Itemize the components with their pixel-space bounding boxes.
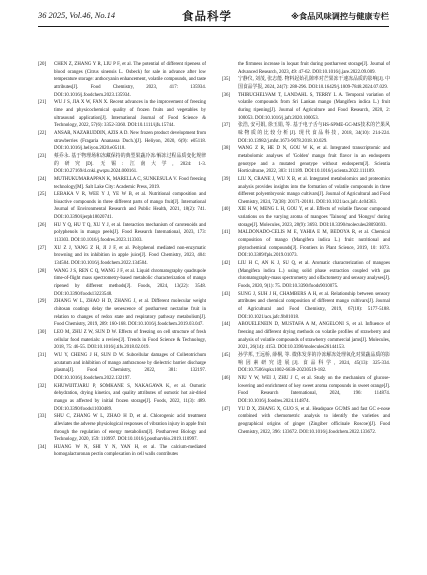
reference-number: [36] xyxy=(222,92,231,98)
reference-text: WANG Z R, HE D N, GOU W K, et al. Integrated transcriptomic and metabolomic analyses of 'Golden' mango fruit flavor in an endosperm genotype and a mutated genotype without endosperm[J]. Scientia Horticulturae, 2022, 303: 111189. DOI:10.1016/j.scienta.2022.111189. xyxy=(238,146,390,175)
reference-text: 蔡乔永. 基于物理场和冻藏保持的典型果蔬冷冻/解冻过程品质变化规律的研究[D]. 无锡: 江南大学, 2024: 1-3. DOI:10.27169/d.cnki.gwqzu.2024.000161. xyxy=(54,153,206,175)
reference-text: LIU H C, AN K J, SU Q, et al. Aromatic characterization of mangoes (Mangifera indica L.) using solid phase extraction coupled with gas chromatography-mass spectrometry and olfactometry and sensory analyses[J]. Foods, 2020, 9(1): 75. DOI:10.3390/foods9010075. xyxy=(238,261,390,290)
reference-text: 张浩, 安可娟, 徐玉娟, 等. 基于电子舌与HS-SPME-GC-MS技术的芒果风味物质的比较分析[J]. 现代食品科技, 2018, 34(10): 214-224. DOI:10.13982/j.mfst.1673-9078.2018.10.029. xyxy=(238,123,390,144)
journal-logo: 食品科学 xyxy=(182,9,232,23)
reference-text: NIU Y W, WEI J, ZHU J C, et al. Study on the mechanism of glucose-lowering and enrichment of key sweet aroma compounds in sweet orange[J]. Food Research International, 2024, 196: 114874. DOI:10.1016/j.foodres.2024.114874. xyxy=(238,375,390,404)
reference-text: LEO M, ZHU Z W, SUN D W. Effects of freezing on cell structure of fresh cellular food materials: a review[J]. Trends in Food Science & Technology, 2018, 75: 46-55. DOI:10.1016/j.tifs.2018.02.019. xyxy=(54,329,206,351)
reference-entry xyxy=(38,176,206,191)
reference-number: [20] xyxy=(38,62,47,67)
reference-number: [31] xyxy=(38,352,47,358)
reference-number: [38] xyxy=(222,146,231,152)
reference-entry xyxy=(222,61,390,76)
reference-entry xyxy=(222,145,390,176)
reference-entry xyxy=(222,76,390,91)
reference-text: LIU X, CRANE J, WU X B, et al. Integrated metabolomics and proteomics analysis provides insights into the formation of volatile compounds in three different polyembryonic mango cultivars[J]. Journal of Agricultural and Food Chemistry, 2024, 72(38): 20171-20181. DOI:10.1021/acs.jafc.4c04363. xyxy=(238,176,390,205)
page-number-volume: 36 2025, Vol.46, No.14 xyxy=(38,11,116,20)
reference-entry xyxy=(38,413,206,444)
reference-entry xyxy=(222,375,390,406)
reference-number: [39] xyxy=(222,176,231,182)
reference-text: MALDONADO-CELIS M E, YAHIA E M, BEDOYA R, et al. Chemical composition of mango (Mangifera indica L.) fruit: nutritional and phytochemical compounds[J]. Frontiers in Plant Science, 2019, 10: 1073. DOI:10.3389/fpls.2019.01073. xyxy=(238,230,390,259)
reference-number: [32] xyxy=(38,383,47,389)
reference-entry xyxy=(38,444,206,459)
reference-text: ZHANG W L, ZHAO H D, ZHANG J, et al. Different molecular weight chitosan coatings delay the senescence of postharvest nectarine fruit in relation to changes of redox state and respiratory pathway metabolism[J]. Food Chemistry, 2019, 289: 160-168. DOI:10.1016/j.foodchem.2019.03.047. xyxy=(54,299,206,328)
reference-text: SUNG J, SUH J H, CHAMBERS A H, et al. Relationship between sensory attributes and chemical composition of different mango cultivars[J]. Journal of Agricultural and Food Chemistry, 2019, 67(18): 5177-5188. DOI:10.1021/acs.jafc.9b01018. xyxy=(238,291,390,320)
reference-entry xyxy=(222,206,390,229)
reference-number: [25] xyxy=(38,192,47,198)
reference-entry xyxy=(38,245,206,268)
reference-entry xyxy=(38,268,206,299)
reference-number: [43] xyxy=(222,291,231,297)
reference-number: [41] xyxy=(222,230,231,236)
reference-text: YU D X, ZHANG X, GUO S, et al. Headspace GC/MS and fast GC e-nose combined with chemometric analysis to identify the varieties and geographical origins of ginger (Zingiber officinale Roscoe)[J]. Food Chemistry, 2022, 396: 133672. DOI:10.1016/j.foodchem.2022.133672. xyxy=(238,406,390,435)
reference-entry xyxy=(222,260,390,291)
reference-number: [27] xyxy=(38,245,47,251)
reference-text: WANG J S, REN C Q, WANG J F, et al. Liquid chromatography quadrupole time-of-flight mass spectrometry-based metabolic characterization of mango ripened by different methods[J]. Foods, 2024, 13(22): 3548. DOI:10.3390/foods13223548. xyxy=(54,268,206,297)
reference-entry xyxy=(38,383,206,414)
reference-text: THIRUCHELVAM T, LANDAHL S, TERRY L A. Temporal variation of volatile compounds from Sri Lankan mango (Mangifera indica L.) fruit during ripening[J]. Journal of Agriculture and Food Research, 2020, 2: 100053. DOI:10.1016/j.jafr.2020.100053. xyxy=(238,92,390,121)
reference-number: [44] xyxy=(222,322,231,328)
reference-entry xyxy=(38,99,206,130)
reference-entry xyxy=(222,352,390,375)
reference-text: 宁静仪, 刘茂, 张志能. 物料起始孔隙率对芒果冻干速冻品质的影响[J]. 中国食品学报, 2024, 24(7): 288-296. DOI:10.16429/j.1009-7848.2024.07.029. xyxy=(238,77,390,90)
references-right-column xyxy=(222,61,390,436)
reference-text: 孙学邦, 王远桥, 薛桐, 等. 微体发芽的冷冻解冻处理氧化对果蔬品质的影响因素研究进展[J]. 食品科学, 2024, 45(13): 325-334. DOI:10.7506/spkx1002-6630-20230519-182. xyxy=(238,352,390,374)
reference-entry xyxy=(38,352,206,383)
reference-text: MUTHUKUMARAPPAN K, MARELLA C, SUNKESULA V. Food freezing technology[M]. Salt Lake City: Academic Press, 2019. xyxy=(54,176,206,190)
section-title: ※食品风味调控与健康专栏 xyxy=(290,11,389,21)
reference-text: WU J S, JIA X W, FAN X. Recent advances in the improvement of freezing time and physicochemical quality of frozen fruits and vegetables by ultrasound application[J]. International Journal of Food Science & Technology, 2022, 57(6): 3352-3360. DOI:10.1111/ijfs.15744. xyxy=(54,100,206,129)
reference-entry xyxy=(222,229,390,260)
reference-number: [22] xyxy=(38,130,47,136)
reference-number: [29] xyxy=(38,299,47,305)
reference-text: HUANG W N, SHI Y N, YAN H, et al. The calcium-mediated homogalacturonan pectin complexation in cell walls contributes xyxy=(54,444,206,458)
reference-number: [28] xyxy=(38,268,47,274)
reference-entry xyxy=(222,321,390,352)
reference-text: KHUWIJITJARU P, SOMKANE S, NAKAGAWA K, et al. Osmotic dehydration, drying kinetics, and quality attributes of osmotic hot air-dried mango as affected by initial frozen storage[J]. Foods, 2022, 11(3): 489. DOI:10.3390/foods11030489. xyxy=(54,383,206,412)
reference-entry xyxy=(222,122,390,145)
reference-number: [34] xyxy=(38,444,47,450)
reference-text: SHU C, ZHANG W L, ZHAO H D, et al. Chlorogenic acid treatment alleviates the adverse physiological responses of vibration injury in apple fruit through the regulation of energy metabolism[J]. Postharvest Biology and Technology, 2020, 159: 110997. DOI:10.1016/j.postharvbio.2019.110997. xyxy=(54,414,206,443)
reference-entry xyxy=(38,153,206,176)
reference-entry xyxy=(38,222,206,245)
reference-entry xyxy=(38,130,206,153)
reference-text: LEBAKA V R, WEE Y J, YE W B, et al. Nutritional composition and bioactive compounds in three different parts of mango fruit[J]. International Journal of Environmental Research and Public Health, 2021, 18(2): 741. DOI:10.3390/ijerph18020741. xyxy=(54,192,206,221)
reference-entry xyxy=(38,61,206,99)
reference-number: [37] xyxy=(222,123,231,129)
reference-entry xyxy=(38,191,206,222)
reference-entry xyxy=(222,291,390,322)
reference-number: [40] xyxy=(222,207,231,213)
reference-number: [42] xyxy=(222,261,231,267)
reference-number: [45] xyxy=(222,352,231,358)
reference-text: CHEN Z, ZHANG Y R, LIU P F, et al. The potential of different ripeness of blood oranges (Citrus sinensis L. Osbeck) for sale in advance after low temperature storage: anthocyanin enhancement, volatile compounds, and taste attributes[J]. Food Chemistry, 2023, 417: 135934. DOI:10.1016/j.foodchem.2023.135934. xyxy=(54,62,206,98)
reference-entry xyxy=(38,298,206,329)
reference-number: [47] xyxy=(222,406,231,412)
reference-number: [30] xyxy=(38,329,47,335)
reference-text: HU Y Q, HU T Q, XU Y J, et al. Interaction mechanism of carotenoids and polyphenols in mango peels[J]. Food Research International, 2023, 173: 113303. DOI:10.1016/j.foodres.2023.113303. xyxy=(54,222,206,244)
reference-entry xyxy=(222,92,390,123)
reference-text: ANSAR, NAZARUDDIN, AZIS A D. New frozen product development from strawberries (Fragaria Ananassa Duch.)[J]. Heliyon, 2020, 6(9): e05118. DOI:10.1016/j.heliyon.2020.e05118. xyxy=(54,130,206,152)
reference-text: XU Z J, YANG Z H, JI J F, et al. Polyphenol mediated non-enzymatic browning and its inhibition in apple juice[J]. Food Chemistry, 2023, 404: 134504. DOI:10.1016/j.foodchem.2022.134504. xyxy=(54,245,206,267)
reference-text: WU Y, CHENG J H, SUN D W. Subcellular damages of Colletotrichum acutatum and inhibition of mango anthracnose by dielectric barrier discharge plasma[J]. Food Chemistry, 2022, 381: 132197. DOI:10.1016/j.foodchem.2022.132197. xyxy=(54,352,206,381)
reference-number: [46] xyxy=(222,375,231,381)
reference-number: [24] xyxy=(38,176,47,182)
reference-entry xyxy=(222,176,390,207)
reference-number: [26] xyxy=(38,222,47,228)
reference-number: [35] xyxy=(222,77,231,83)
reference-text: XIE H W, MENG L H, GOU Y, et al. Effects of volatile flavour compound variations on the varying aroma of mangoes 'Tainong' and 'Hongyu' during storage[J]. Molecules, 2023, 28(9): 3693. DOI:10.3390/molecules28093693. xyxy=(238,207,390,228)
reference-number: [33] xyxy=(38,414,47,420)
references-left-column xyxy=(38,61,206,459)
reference-text: the firmness increase in loquat fruit during postharvest storage[J]. Journal of Advanced Research, 2023, 49: 47-62. DOI:10.1016/j.jare.2022.09.009. xyxy=(238,62,390,75)
reference-number: [21] xyxy=(38,100,47,106)
header-rule xyxy=(38,26,389,27)
reference-text: ABOUELENEIN D, MUSTAFA A M, ANGELONI S, et al. Influence of freezing and different drying methods on volatile profiles of strawberry and analysis of volatile compounds of strawberry commercial jams[J]. Molecules, 2021, 26(14): 4153. DOI:10.3390/molecules26144153. xyxy=(238,322,390,351)
reference-number: [23] xyxy=(38,153,47,159)
reference-entry xyxy=(222,406,390,437)
reference-entry xyxy=(38,329,206,352)
